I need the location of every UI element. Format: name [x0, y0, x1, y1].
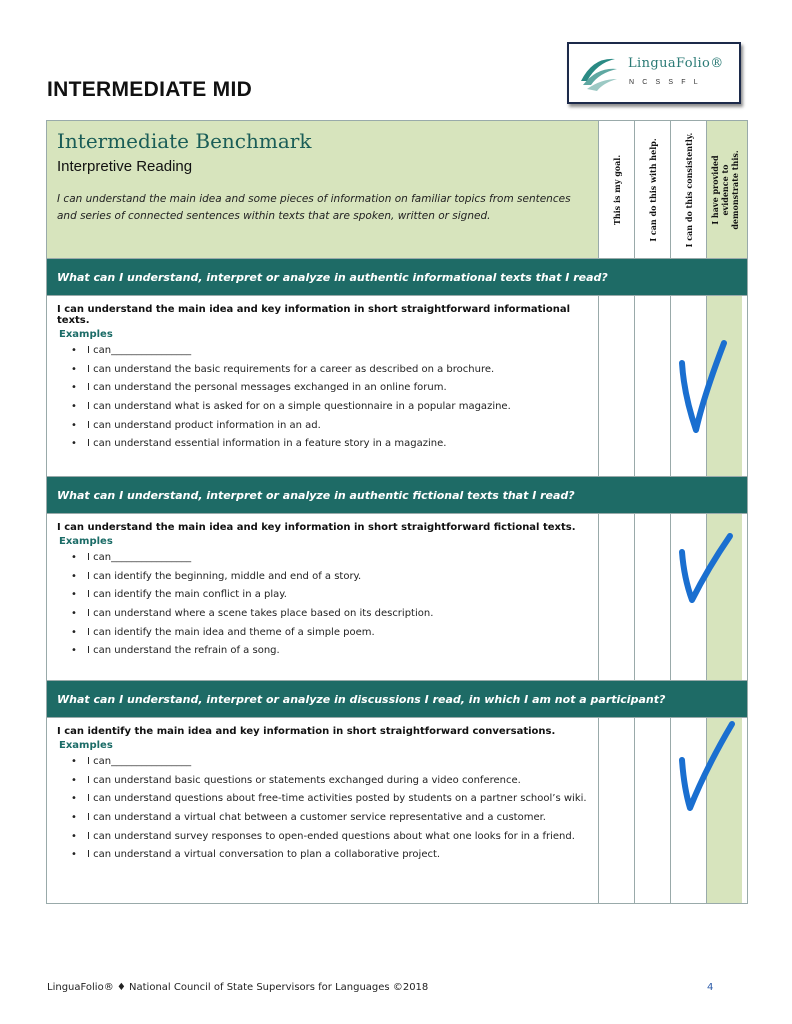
list-item: • I can understand product information in an ad. — [87, 418, 598, 433]
section-question: What can I understand, interpret or analyze in authentic informational texts that I read? — [47, 259, 747, 296]
can-do-statement: I can understand the main idea and key information in short straightforward fictional texts. — [57, 522, 576, 533]
column-header-goal — [598, 121, 634, 258]
examples-label: Examples — [59, 740, 113, 751]
list-item: • I can understand basic questions or statements exchanged during a video conference. — [87, 773, 598, 788]
checkbox-cell-goal[interactable] — [598, 718, 634, 903]
checkbox-cell-consistently[interactable] — [670, 296, 706, 476]
page-number: 4 — [707, 982, 714, 993]
section-question: What can I understand, interpret or analyze in discussions I read, in which I am not a participant? — [47, 681, 747, 718]
column-header-consistently — [670, 121, 706, 258]
column-header-evidence — [706, 121, 742, 258]
mode-title: Interpretive Reading — [57, 158, 193, 175]
logo-name: LinguaFolio® — [628, 56, 724, 71]
list-item: • I can identify the main conflict in a play. — [87, 587, 598, 602]
checkbox-cell-evidence[interactable] — [706, 718, 742, 903]
column-label: This is my goal. — [611, 154, 622, 225]
linguafolio-logo — [567, 42, 741, 104]
list-item: • I can understand a virtual conversation to plan a collaborative project. — [87, 847, 598, 862]
column-label: I can do this with help. — [647, 137, 658, 242]
examples-list — [57, 754, 598, 862]
section-row — [47, 718, 747, 903]
benchmark-header — [47, 121, 747, 259]
checkbox-cell-with-help[interactable] — [634, 718, 670, 903]
column-header-with-help — [634, 121, 670, 258]
list-item: • I can________________ — [87, 550, 598, 565]
checkbox-cell-goal[interactable] — [598, 514, 634, 680]
section-question: What can I understand, interpret or analyze in authentic fictional texts that I read? — [47, 477, 747, 514]
page-title: INTERMEDIATE MID — [47, 78, 253, 101]
checkbox-cell-goal[interactable] — [598, 296, 634, 476]
checkbox-cell-with-help[interactable] — [634, 514, 670, 680]
checkbox-cell-consistently[interactable] — [670, 718, 706, 903]
logo-org: NCSSFL — [629, 79, 706, 86]
list-item: • I can understand what is asked for on a simple questionnaire in a popular magazine. — [87, 399, 598, 414]
can-do-statement: I can identify the main idea and key information in short straightforward conversations. — [57, 726, 556, 737]
section-row — [47, 514, 747, 681]
list-item: • I can understand the personal messages exchanged in an online forum. — [87, 380, 598, 395]
footer-text: LinguaFolio® ♦ National Council of State Supervisors for Languages ©2018 — [47, 982, 429, 993]
can-do-statement: I can understand the main idea and key information in short straightforward informational texts. — [57, 304, 571, 326]
can-do-table — [46, 120, 748, 904]
checkbox-cell-consistently[interactable] — [670, 514, 706, 680]
section-row — [47, 296, 747, 477]
list-item: • I can understand essential information in a feature story in a magazine. — [87, 436, 598, 451]
examples-list — [57, 550, 598, 658]
list-item: • I can understand a virtual chat between a customer service representative and a customer. — [87, 810, 598, 825]
benchmark-title: Intermediate Benchmark — [57, 129, 312, 153]
benchmark-description: I can understand the main idea and some pieces of information on familiar topics from sentences and series of connected sentences within texts that are spoken, written or signed. — [57, 193, 571, 222]
list-item: • I can________________ — [87, 754, 598, 769]
list-item: • I can understand where a scene takes place based on its description. — [87, 606, 598, 621]
checkbox-cell-evidence[interactable] — [706, 514, 742, 680]
list-item: • I can understand survey responses to open-ended questions about what one looks for in a friend. — [87, 829, 598, 844]
list-item: • I can________________ — [87, 343, 598, 358]
list-item: • I can identify the beginning, middle and end of a story. — [87, 569, 598, 584]
logo-wave-icon — [579, 51, 619, 93]
examples-list — [57, 343, 598, 451]
examples-label: Examples — [59, 536, 113, 547]
column-label: I have provided evidence to demonstrate this. — [709, 149, 740, 230]
examples-label: Examples — [59, 329, 113, 340]
list-item: • I can understand the refrain of a song. — [87, 643, 598, 658]
checkbox-cell-evidence[interactable] — [706, 296, 742, 476]
list-item: • I can identify the main idea and theme of a simple poem. — [87, 625, 598, 640]
list-item: • I can understand questions about free-time activities posted by students on a partner school’s wiki. — [87, 791, 598, 806]
column-label: I can do this consistently. — [683, 132, 694, 247]
list-item: • I can understand the basic requirements for a career as described on a brochure. — [87, 362, 598, 377]
checkbox-cell-with-help[interactable] — [634, 296, 670, 476]
